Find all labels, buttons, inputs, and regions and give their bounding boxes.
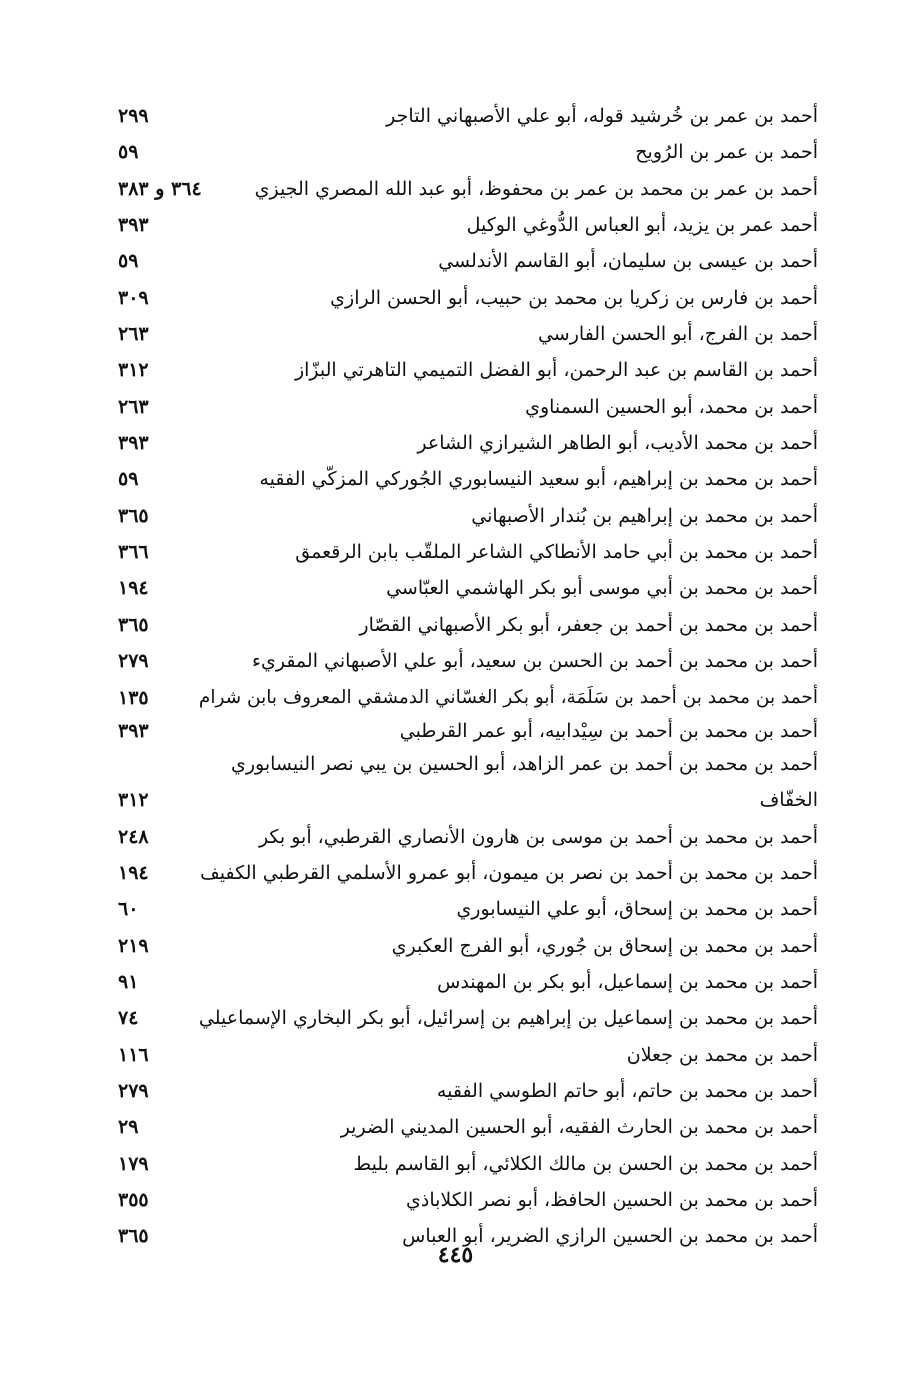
index-entry xyxy=(118,207,818,243)
entry-name: أحمد بن محمد بن إسماعيل بن إبراهيم بن إسرائيل، أبو بكر البخاري الإسماعيلي xyxy=(198,1007,818,1030)
index-entry-continuation xyxy=(118,782,818,818)
page-number: ٤٤٥ xyxy=(437,1242,474,1268)
entry-page: ٣١٢ xyxy=(118,359,149,382)
entry-page: ٧٤ xyxy=(118,1007,139,1030)
index-entry xyxy=(118,716,818,746)
index-entry xyxy=(118,928,818,964)
entry-name: أحمد بن محمد بن أحمد بن سَلَمَة، أبو بكر الغسّاني الدمشقي المعروف بابن شرام xyxy=(198,686,818,708)
entry-name: أحمد بن محمد بن أحمد بن جعفر، أبو بكر الأصبهاني القصّار xyxy=(359,613,818,636)
entry-name: أحمد بن عيسى بن سليمان، أبو القاسم الأندلسي xyxy=(438,250,818,273)
index-entry xyxy=(118,280,818,316)
index-entry xyxy=(118,1182,818,1218)
entry-page: ٢١٩ xyxy=(118,934,149,957)
entry-page: ٩١ xyxy=(118,970,139,993)
entry-name: أحمد بن عمر بن محمد بن عمر بن محفوظ، أبو عبد الله المصري الجيزي xyxy=(254,177,818,200)
index-entry xyxy=(118,819,818,855)
index-entry xyxy=(118,964,818,1000)
index-entry xyxy=(118,1073,818,1109)
entry-name: أحمد بن محمد بن الحسين الحافظ، أبو نصر الكلاباذي xyxy=(406,1188,818,1211)
entry-page: ٢٦٣ xyxy=(118,323,149,346)
entry-page: ٥٩ xyxy=(118,250,139,273)
index-entry xyxy=(118,1146,818,1182)
entry-page: ٣٦٥ xyxy=(118,613,149,636)
entry-page: ٢٧٩ xyxy=(118,650,149,673)
entry-name: أحمد بن محمد الأديب، أبو الطاهر الشيرازي الشاعر xyxy=(417,432,818,455)
index-entry xyxy=(118,746,818,782)
entry-page: ٥٩ xyxy=(118,468,139,491)
index-entry xyxy=(118,1109,818,1145)
entry-page: ١٩٤ xyxy=(118,861,149,884)
entry-name: أحمد بن القاسم بن عبد الرحمن، أبو الفضل التميمي التاهرتي البزّاز xyxy=(294,359,818,382)
entry-page: ٦٠ xyxy=(118,898,139,921)
entry-name: أحمد بن محمد بن إبراهيم، أبو سعيد النيسابوري الجُوركي المزكّي الفقيه xyxy=(259,468,818,491)
entry-page: ١٣٥ xyxy=(118,686,149,709)
entry-page: ٣٦٤ و ٣٨٣ xyxy=(118,177,202,200)
index-entry xyxy=(118,643,818,679)
index-entry xyxy=(118,534,818,570)
entry-page: ١٩٤ xyxy=(118,577,149,600)
entry-page: ٣٩٣ xyxy=(118,214,149,237)
entry-page: ٣٦٦ xyxy=(118,541,149,564)
entry-page: ٣٦٥ xyxy=(118,1225,149,1248)
index-entry xyxy=(118,680,818,716)
entry-name: أحمد بن محمد بن إسحاق بن جُوري، أبو الفرج العكبري xyxy=(391,934,818,957)
entry-name: أحمد بن محمد، أبو الحسين السمناوي xyxy=(525,395,818,418)
entry-name: أحمد بن محمد بن حاتم، أبو حاتم الطوسي الفقيه xyxy=(436,1079,818,1102)
entry-page: ٣٩٣ xyxy=(118,432,149,455)
entry-name: أحمد بن الفرج، أبو الحسن الفارسي xyxy=(537,323,818,346)
entry-name: أحمد بن محمد بن أبي حامد الأنطاكي الشاعر الملقّب بابن الرقعمق xyxy=(295,541,818,564)
index-entry xyxy=(118,98,818,134)
entry-name: أحمد بن محمد بن إبراهيم بن بُندار الأصبهاني xyxy=(471,504,818,527)
entry-page: ١٧٩ xyxy=(118,1152,149,1175)
entry-page: ٣١٢ xyxy=(118,789,149,812)
entry-name: أحمد بن محمد بن إسماعيل، أبو بكر بن المهندس xyxy=(437,970,818,993)
entry-page: ٢٦٣ xyxy=(118,395,149,418)
entry-name: أحمد بن عمر بن الرُويح xyxy=(635,141,818,164)
index-entry xyxy=(118,316,818,352)
entry-page: ٣٩٣ xyxy=(118,719,149,742)
entry-page: ٣٦٥ xyxy=(118,504,149,527)
entry-name: أحمد عمر بن يزيد، أبو العباس الدُّوغي الوكيل xyxy=(466,214,818,237)
index-entry xyxy=(118,498,818,534)
index-entry xyxy=(118,570,818,606)
entry-name: أحمد بن محمد بن أبي موسى أبو بكر الهاشمي العبّاسي xyxy=(386,577,818,600)
entry-name: أحمد بن محمد بن أحمد بن نصر بن ميمون، أبو عمرو الأسلمي القرطبي الكفيف xyxy=(200,861,818,884)
entry-name: أحمد بن فارس بن زكريا بن محمد بن حبيب، أبو الحسن الرازي xyxy=(330,286,818,309)
entry-name: أحمد بن محمد بن أحمد بن عمر الزاهد، أبو الحسين بن يبي نصر النيسابوري xyxy=(230,752,818,775)
index-entry xyxy=(118,461,818,497)
entry-page: ٣٠٩ xyxy=(118,286,149,309)
entry-page: ٣٥٥ xyxy=(118,1188,149,1211)
entry-page: ٢٧٩ xyxy=(118,1079,149,1102)
entry-name: الخفّاف xyxy=(759,789,818,812)
entry-page: ٢٩ xyxy=(118,1116,139,1139)
entry-name: أحمد بن محمد بن إسحاق، أبو علي النيسابوري xyxy=(456,898,818,921)
index-entry xyxy=(118,607,818,643)
index-entry xyxy=(118,389,818,425)
index-entry xyxy=(118,1000,818,1036)
entry-name: أحمد بن محمد بن الحسن بن مالك الكلائي، أبو القاسم بليط xyxy=(353,1152,818,1175)
entry-page: ٢٤٨ xyxy=(118,825,149,848)
index-entry xyxy=(118,171,818,207)
entry-name: أحمد بن محمد بن أحمد بن الحسن بن سعيد، أبو علي الأصبهاني المقريء xyxy=(252,650,818,673)
entry-name: أحمد بن محمد بن الحسين الرازي الضرير، أبو العباس xyxy=(402,1225,818,1248)
index-entry xyxy=(118,1037,818,1073)
entry-name: أحمد بن محمد بن جعلان xyxy=(626,1043,818,1066)
entry-page: ٢٩٩ xyxy=(118,105,149,127)
index-entry xyxy=(118,243,818,279)
index-entry xyxy=(118,352,818,388)
index-entry xyxy=(118,134,818,170)
entry-name: أحمد بن محمد بن أحمد بن موسى بن هارون الأنصاري القرطبي، أبو بكر xyxy=(258,825,818,848)
entry-page: ٥٩ xyxy=(118,141,139,164)
index-entry xyxy=(118,425,818,461)
index-entry xyxy=(118,891,818,927)
index-page xyxy=(118,98,818,1255)
index-entry xyxy=(118,855,818,891)
entry-name: أحمد بن محمد بن الحارث الفقيه، أبو الحسين المديني الضرير xyxy=(340,1116,818,1139)
entry-name: أحمد بن عمر بن خُرشيد قوله، أبو علي الأصبهاني التاجر xyxy=(386,105,818,127)
entry-page: ١١٦ xyxy=(118,1043,149,1066)
entry-name: أحمد بن محمد بن أحمد بن سِيْدابيه، أبو عمر القرطبي xyxy=(399,719,818,742)
